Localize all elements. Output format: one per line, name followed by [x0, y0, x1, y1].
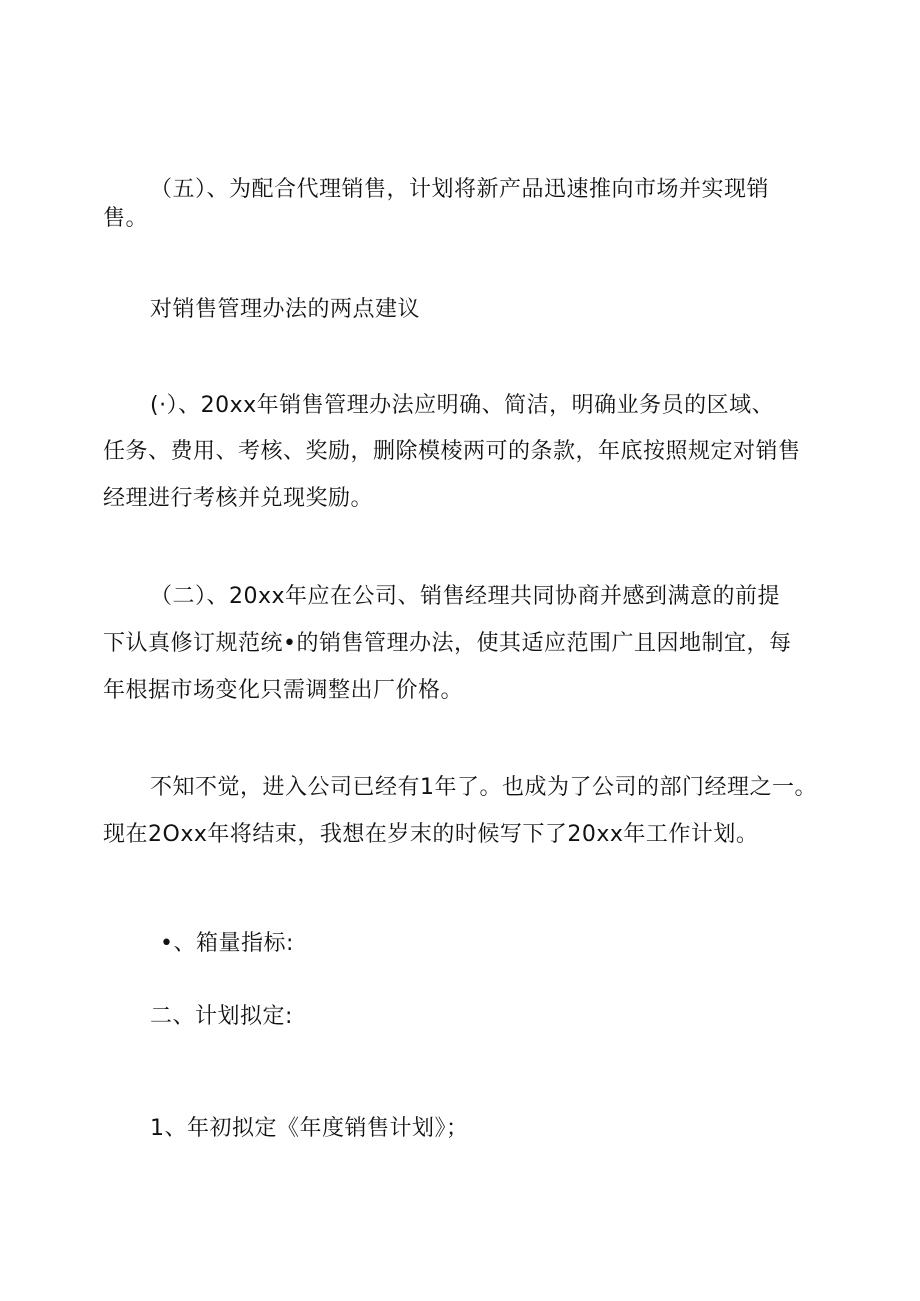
paragraph-3-line-1: (·）、20xx年销售管理办法应明确、简洁，明确业务员的区域、 [150, 393, 775, 418]
paragraph-4-line-2: 下认真修订规范统•的销售管理办法，使其适应范围广且因地制宜，每 [103, 631, 792, 656]
paragraph-4-line-3: 年根据市场变化只需调整出厂价格。 [103, 678, 464, 703]
paragraph-5-line-2: 现在2Oxx年将结束，我想在岁末的时候写下了20xx年工作计划。 [103, 822, 759, 847]
list-item-box-volume: •、箱量指标: [160, 931, 294, 956]
list-item-annual-sales-plan: 1、年初拟定《年度销售计划》； [150, 1116, 469, 1141]
paragraph-1-line-2: 售。 [103, 206, 149, 231]
section-heading: 对销售管理办法的两点建议 [150, 297, 421, 322]
paragraph-3-line-2: 任务、费用、考核、奖励，删除模棱两可的条款，年底按照规定对销售 [103, 439, 801, 464]
paragraph-3-line-3: 经理进行考核并兑现奖励。 [103, 486, 374, 511]
paragraph-5-line-1: 不知不觉，进入公司已经有1年了。也成为了公司的部门经理之一。 [150, 775, 817, 800]
list-item-plan-drafting: 二、计划拟定: [150, 1004, 293, 1029]
paragraph-1-line-1: （五）、为配合代理销售，计划将新产品迅速推向市场并实现销 [150, 177, 770, 202]
paragraph-4-line-1: （二）、20xx年应在公司、销售经理共同协商并感到满意的前提 [150, 584, 781, 609]
